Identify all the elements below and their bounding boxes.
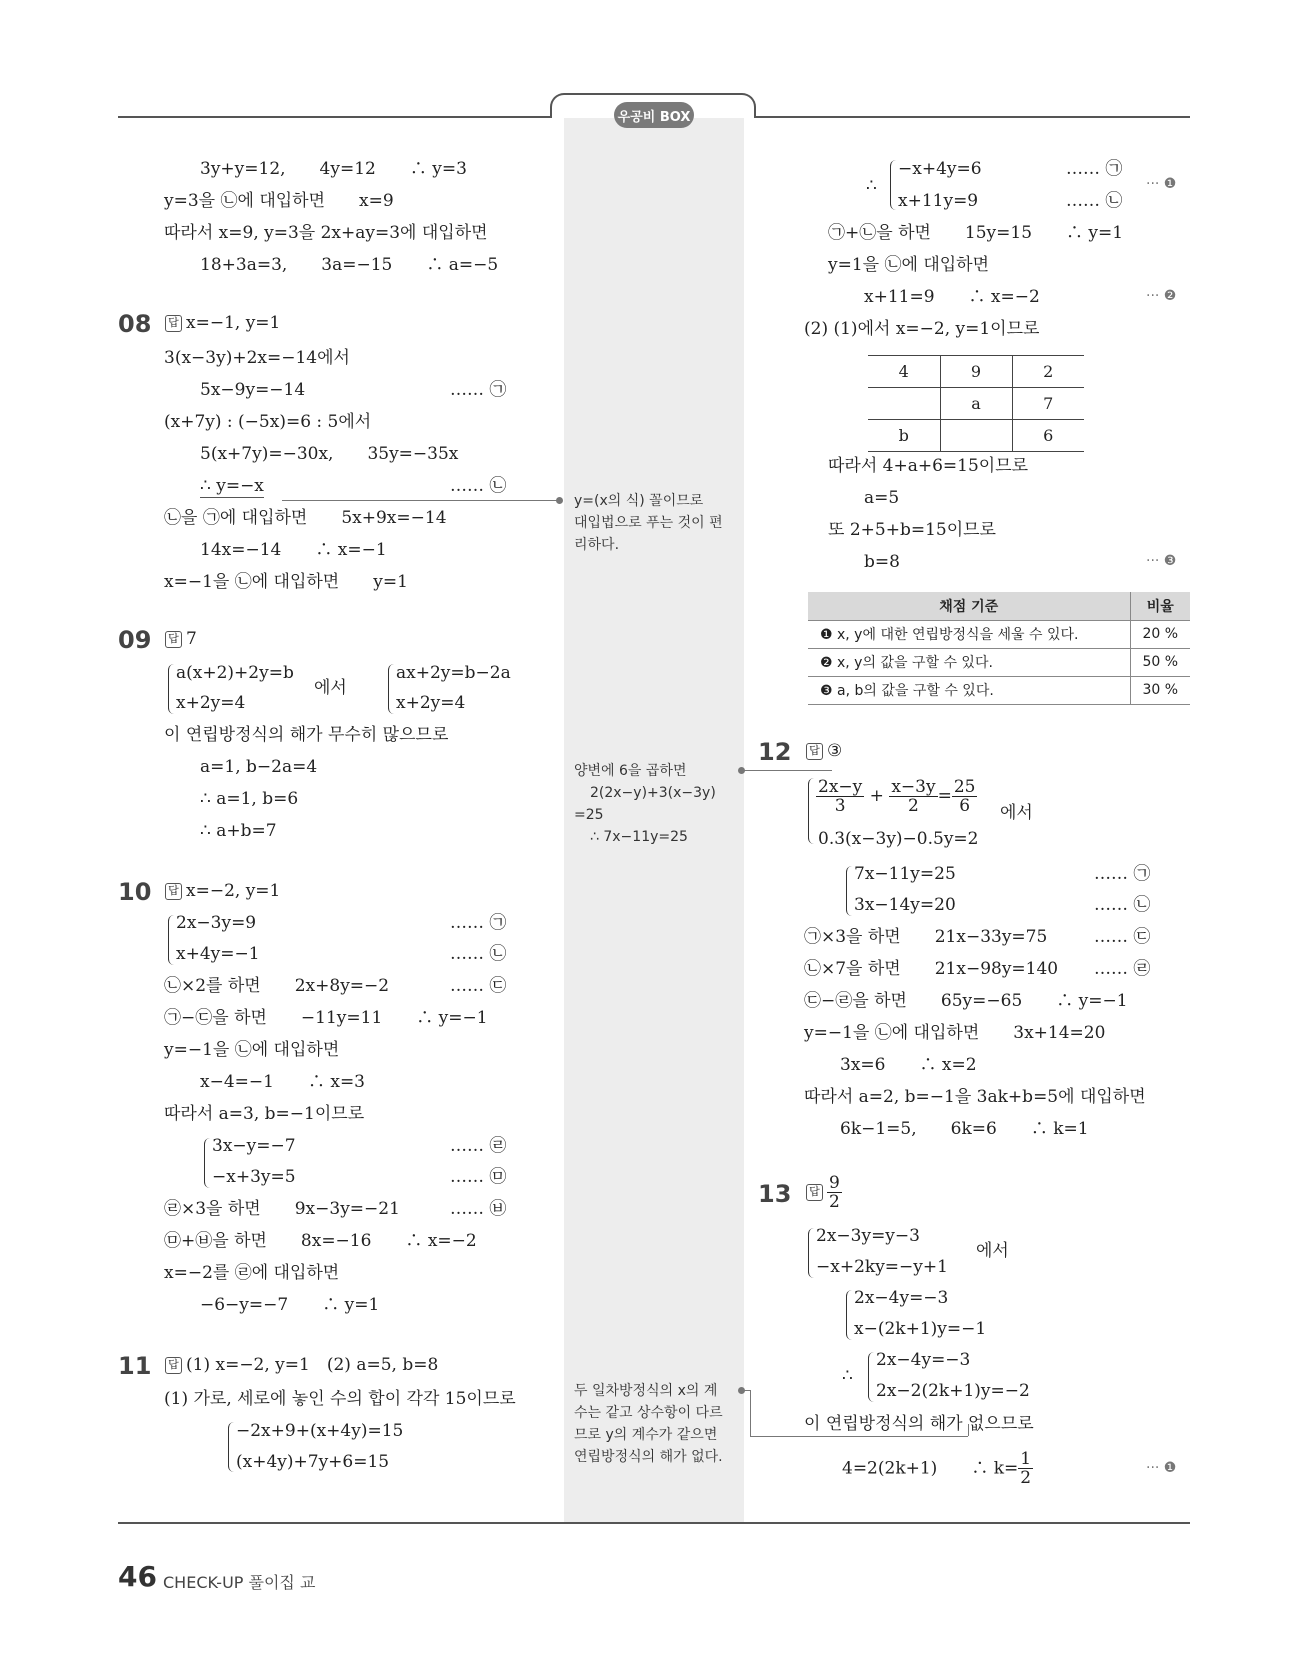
text-line: (x+7y) : (−5x)=6 : 5에서 [164,412,372,432]
equation: −x+4y=6 [898,159,982,179]
table-row [868,420,1084,452]
table-row [868,388,1084,420]
equation: 3x−y=−7 [212,1136,296,1156]
equation: 2x−2(2k+1)y=−2 [876,1381,1030,1401]
text-line: y=−1을 ㉡에 대입하면 3x+14=20 [804,1023,1106,1043]
side-note-line: 대입법으로 푸는 것이 편 [574,515,723,531]
problem-number: 11 [118,1352,152,1380]
equation: 3x−14y=20 [854,895,956,915]
table-cell: 20 % [1130,620,1190,648]
table-cell [868,388,940,420]
equation: 2x−3y=y−3 [816,1226,920,1246]
text-line: ㉡×7을 하면 21x−98y=140 [804,959,1059,979]
tag: …… ㉠ [450,913,507,933]
equation: 2x−4y=−3 [854,1288,949,1308]
equation: x+11y=9 [898,191,979,211]
book-label: CHECK-UP 풀이집 교 [163,1573,316,1592]
table-row [868,356,1084,388]
equation: 7x−11y=25 [854,864,956,884]
step-marker: ··· ❶ [1146,176,1177,192]
answer-line: 답 x=−2, y=1 [165,880,280,902]
connector-line [282,500,560,501]
side-note-line: 리하다. [574,537,620,553]
equation: a(x+2)+2y=b [176,663,294,683]
tag: …… ㉠ [1066,159,1123,179]
text-line: −6−y=−7 ∴ y=1 [200,1295,380,1315]
text-line: 5(x+7y)=−30x, 35y=−35x [200,444,459,464]
table-row [808,620,1190,648]
brace [846,1290,852,1340]
answer-icon: 답 [165,315,182,332]
text-line: ∴ a=1, b=6 [200,789,299,809]
side-note-line: 므로 y의 계수가 같으면 [574,1427,718,1443]
text-line: 3y+y=12, 4y=12 ∴ y=3 [200,159,467,179]
text-line: 14x=−14 ∴ x=−1 [200,540,387,560]
text-line: ㉢−㉣을 하면 65y=−65 ∴ y=−1 [804,991,1128,1011]
problem-number: 10 [118,878,152,906]
table-cell: ❸ a, b의 값을 구할 수 있다. [808,676,1130,704]
page-number: 46 [118,1560,157,1593]
text-line: b=8 [864,552,900,572]
text-line: 또 2+5+b=15이므로 [828,520,996,540]
text-line: 이 연립방정식의 해가 무수히 많으므로 [164,725,449,745]
connector-line [750,1436,968,1437]
text-line: ㉣×3을 하면 9x−3y=−21 [164,1199,400,1219]
text-line: (1) 가로, 세로에 놓인 수의 합이 각각 15이므로 [164,1389,516,1409]
connector-line [742,1390,750,1391]
fraction: $\frac{1}{2}$ [1020,1449,1032,1488]
equation: (x+4y)+7y+6=15 [236,1452,390,1472]
tag: …… ㉡ [450,944,507,964]
fraction: $\frac{2x-y}{3}$ [818,777,863,816]
table-cell: 4 [868,356,940,388]
text-line: ㉠×3을 하면 21x−33y=75 [804,927,1048,947]
brace [228,1422,234,1472]
equation: x+2y=4 [176,693,246,713]
text-line: 따라서 a=3, b=−1이므로 [164,1104,365,1124]
text-line: ㉠+㉡을 하면 15y=15 ∴ y=1 [828,223,1124,243]
connector-dot [556,497,563,504]
answer-icon: 답 [165,883,182,900]
text-line: 에서 [314,678,347,698]
table-cell: 2 [1012,356,1084,388]
text-line: ∴ a+b=7 [200,821,277,841]
tag: …… ㉡ [1066,191,1123,211]
tag: …… ㉠ [1094,864,1151,884]
text-line: 따라서 x=9, y=3을 2x+ay=3에 대입하면 [164,223,488,243]
answer-line: 답 ③ [806,740,842,762]
equation: 2x−4y=−3 [876,1350,971,1370]
table-cell: 7 [1012,388,1084,420]
answer-icon: 답 [165,631,182,648]
table-cell: a [940,388,1012,420]
equation: −2x+9+(x+4y)=15 [236,1421,404,1441]
text-line: ㉡을 ㉠에 대입하면 5x+9x=−14 [164,508,447,528]
table-row [808,676,1190,704]
table-cell: 30 % [1130,676,1190,704]
answer-line: 답 (1) x=−2, y=1 (2) a=5, b=8 [165,1354,438,1376]
tag: …… ㉠ [450,380,507,400]
side-note-line: ∴ 7x−11y=25 [590,829,688,845]
side-note-line: 수는 같고 상수항이 다르 [574,1405,723,1421]
problem-number: 08 [118,310,152,338]
answer-line [806,1174,842,1211]
text-line: ㉡×2를 하면 2x+8y=−2 [164,976,390,996]
text-line: 따라서 4+a+6=15이므로 [828,456,1029,476]
brace [808,778,814,844]
answer-line: 답 x=−1, y=1 [165,312,280,334]
table-row [808,592,1190,620]
equation: x−(2k+1)y=−1 [854,1319,987,1339]
header-rule-left [118,116,552,118]
table-header: 비율 [1130,592,1190,620]
side-note-line: 2(2x−y)+3(x−3y) [590,785,716,801]
connector-line [750,1390,751,1436]
text-line: a=1, b−2a=4 [200,757,318,777]
text-line: 18+3a=3, 3a=−15 ∴ a=−5 [200,255,499,275]
magic-square-table [868,355,1084,452]
table-cell: 50 % [1130,648,1190,676]
table-cell [940,420,1012,452]
table-header: 채점 기준 [808,592,1130,620]
box-badge: 우공비 BOX [614,102,694,128]
text-line: 에서 [976,1241,1009,1261]
table-cell: b [868,420,940,452]
side-note-line: y=(x의 식) 꼴이므로 [574,493,704,509]
side-note-line: 두 일차방정식의 x의 계 [574,1383,718,1399]
tag: …… ㉢ [1094,927,1151,947]
header-rule-right [754,116,1190,118]
step-marker: ··· ❶ [1146,1460,1177,1476]
text-line: ∴ y=−x [200,476,264,496]
table-cell: ❶ x, y에 대한 연립방정식을 세울 수 있다. [808,620,1130,648]
fraction: $\frac{x-3y}{2}$ [891,777,936,816]
text-line: 따라서 a=2, b=−1을 3ak+b=5에 대입하면 [804,1087,1146,1107]
step-marker: ··· ❷ [1146,288,1177,304]
side-note-line: 양변에 6을 곱하면 [574,763,687,779]
equation: x+2y=4 [396,693,466,713]
tag: …… ㉤ [450,1167,507,1187]
brace [168,664,174,714]
equation: ax+2y=b−2a [396,663,511,683]
table-row [808,648,1190,676]
text-line: x=−1을 ㉡에 대입하면 y=1 [164,572,408,592]
tag: …… ㉥ [450,1199,507,1219]
equation: 0.3(x−3y)−0.5y=2 [818,829,979,849]
text-line: 6k−1=5, 6k=6 ∴ k=1 [840,1119,1089,1139]
tag: …… ㉣ [450,1136,507,1156]
answer-icon: 답 [165,1357,182,1374]
problem-number: 13 [758,1180,792,1208]
brace [890,160,896,210]
answer-icon: 답 [806,743,823,760]
fraction: $\frac{25}{6}$ [953,777,976,816]
brace [846,866,852,916]
text-line: 에서 [1000,803,1033,823]
scoring-table [808,592,1190,705]
tag: …… ㉡ [1094,895,1151,915]
table-cell: 6 [1012,420,1084,452]
text-line: 이 연립방정식의 해가 없으므로 [804,1414,1034,1434]
table-cell: 9 [940,356,1012,388]
text-line: x−4=−1 ∴ x=3 [200,1072,366,1092]
tag: …… ㉡ [450,476,507,496]
therefore: ∴ [842,1366,853,1386]
problem-number: 09 [118,626,152,654]
tag: …… ㉢ [450,976,507,996]
text-line: ㉤+㉥을 하면 8x=−16 ∴ x=−2 [164,1231,477,1251]
connector-line [742,770,832,771]
equation: 2x−3y=9 [176,913,257,933]
side-note-line: =25 [574,807,604,823]
text-line: y=3을 ㉡에 대입하면 x=9 [164,191,394,211]
equation: −x+2ky=−y+1 [816,1257,948,1277]
brace [388,664,394,714]
text-line: y=1을 ㉡에 대입하면 [828,255,990,275]
brace [168,915,174,965]
brace [808,1228,814,1278]
table-cell: ❷ x, y의 값을 구할 수 있다. [808,648,1130,676]
text-line: x=−2를 ㉣에 대입하면 [164,1263,340,1283]
brace [204,1138,210,1188]
fraction: $\frac{9}{2}$ [829,1173,840,1212]
text-line: a=5 [864,488,900,508]
text-line: y=−1을 ㉡에 대입하면 [164,1040,340,1060]
equation: −x+3y=5 [212,1167,296,1187]
equation: 4=2(2k+1) ∴ k= $\frac{1}{2}$ [842,1449,1032,1488]
tag: …… ㉣ [1094,959,1151,979]
side-note-line: 연립방정식의 해가 없다. [574,1449,723,1465]
therefore: ∴ [866,176,877,196]
step-marker: ··· ❸ [1146,553,1177,569]
answer-icon: 답 [806,1184,823,1201]
text-line: 3(x−3y)+2x=−14에서 [164,348,350,368]
text-line: 3x=6 ∴ x=2 [840,1055,977,1075]
text-line: 5x−9y=−14 [200,380,306,400]
text-line: x+11=9 ∴ x=−2 [864,287,1040,307]
text-line: ㉠−㉢을 하면 −11y=11 ∴ y=−1 [164,1008,488,1028]
brace [868,1352,874,1402]
footer-rule [118,1522,1190,1524]
answer-line: 답 7 [165,628,197,650]
text-line: (2) (1)에서 x=−2, y=1이므로 [804,319,1040,339]
equation: $\frac{2x-y}{3}$ + $\frac{x-3y}{2}$ = $\frac{25}{6}$ [818,777,976,816]
problem-number: 12 [758,738,792,766]
equation: x+4y=−1 [176,944,260,964]
